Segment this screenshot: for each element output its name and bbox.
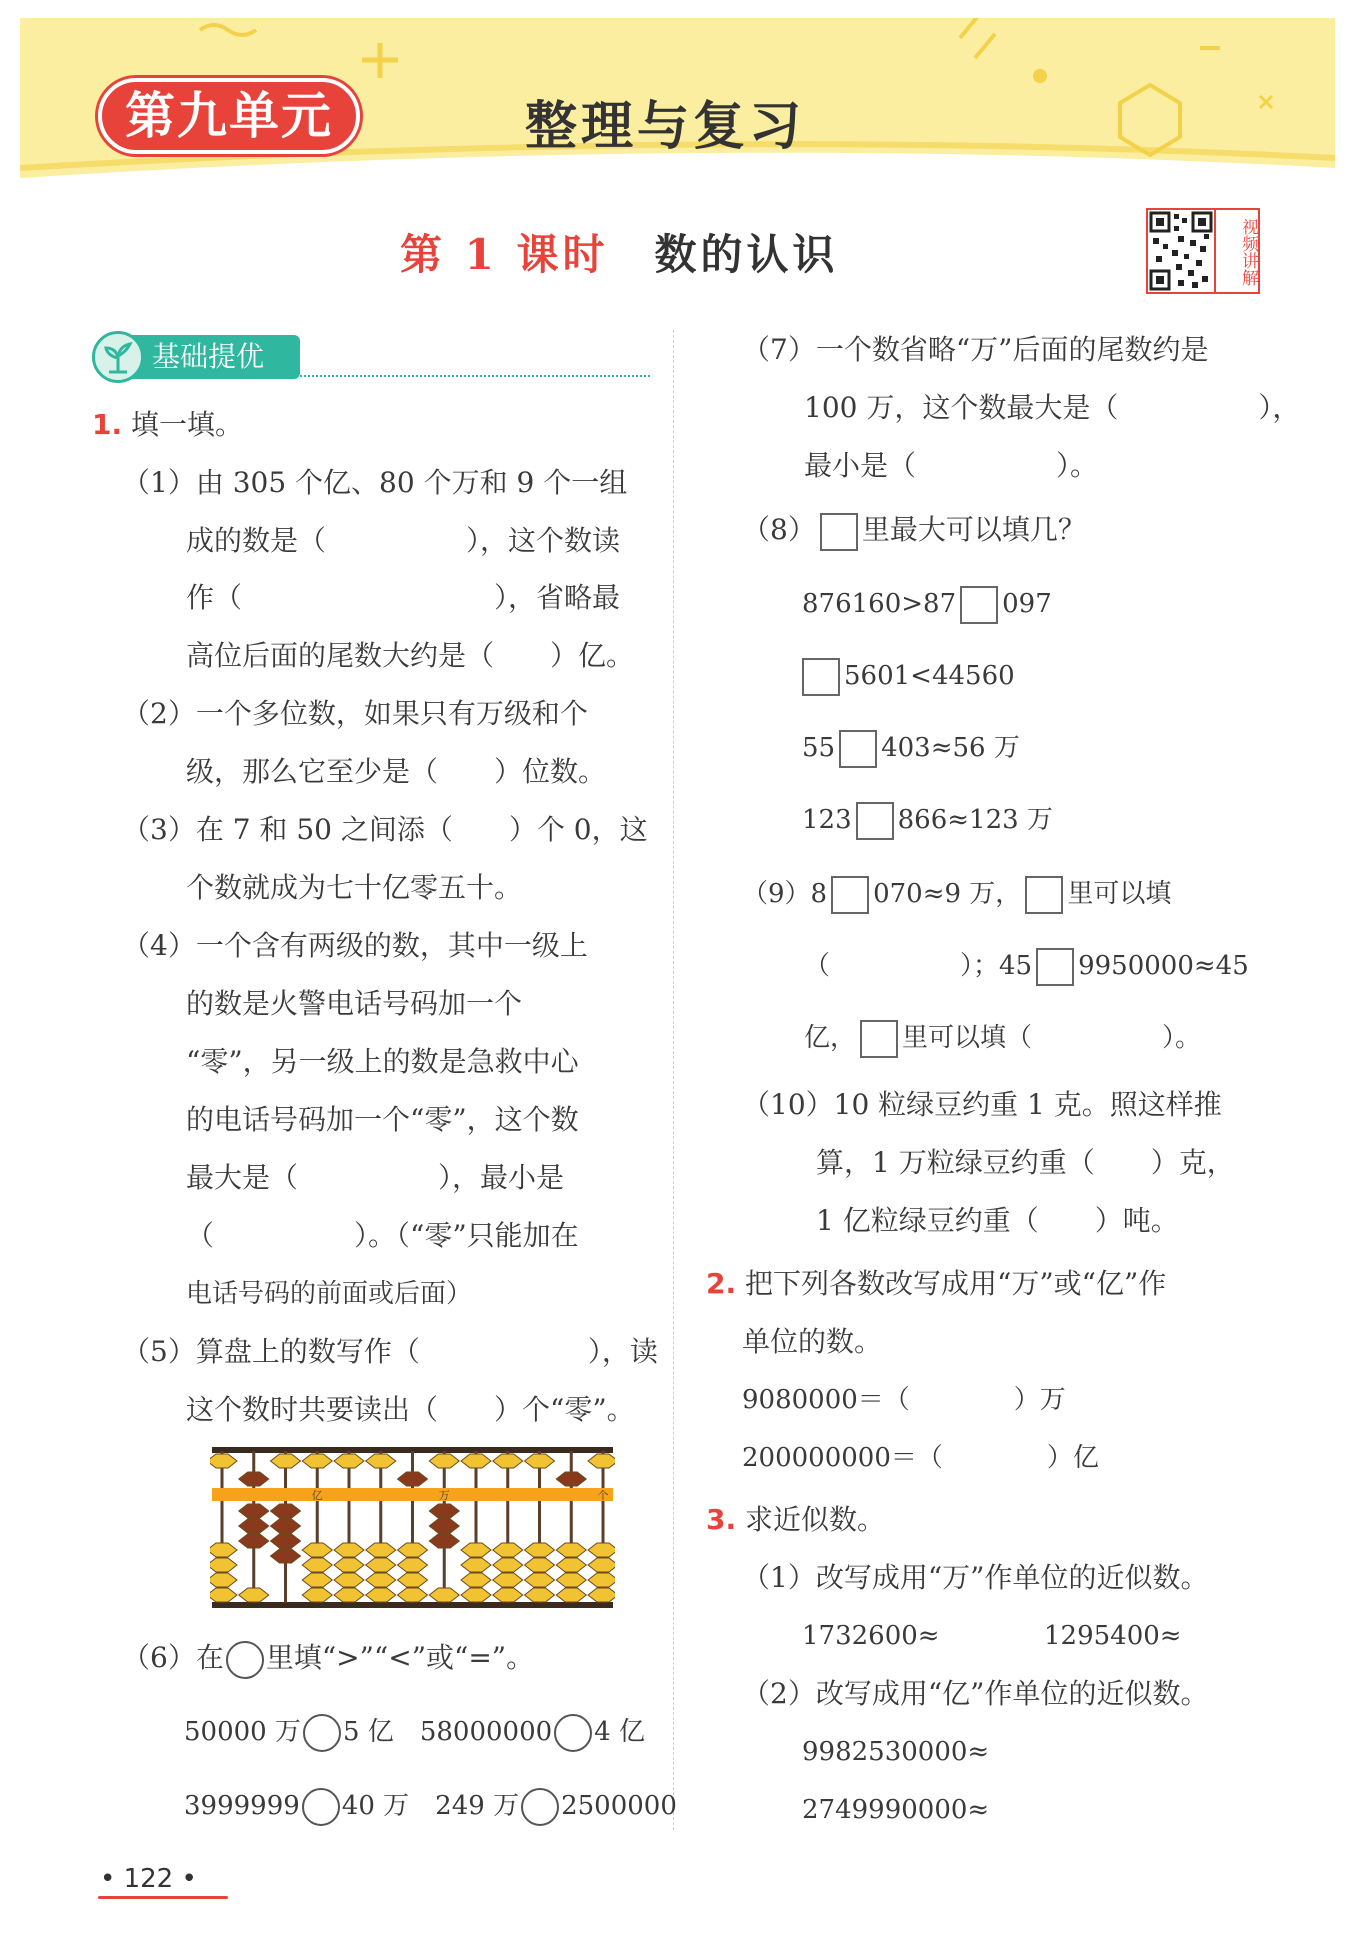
q2-heading <box>706 1264 1166 1304</box>
q3-item: 9982530000≈ <box>802 1737 990 1767</box>
svg-text:亿: 亿 <box>311 1489 323 1502</box>
digit-box[interactable] <box>839 730 877 768</box>
compare-right: 4 亿 <box>594 1717 645 1747</box>
compare-circle[interactable] <box>303 1714 341 1752</box>
q1-1-line: 成的数是（ ），这个数读 <box>186 524 621 557</box>
compare-left: 3999999 <box>184 1791 300 1821</box>
lesson-name: 数的认识 <box>654 230 839 279</box>
digit-box[interactable] <box>856 802 894 840</box>
q1-9-text: 亿， <box>804 1023 857 1053</box>
lesson-title <box>400 222 838 282</box>
page-number-underline <box>98 1896 228 1899</box>
square-blank-icon <box>860 1020 898 1058</box>
q1-9-text: 里可以填（ ）。 <box>902 1023 1202 1053</box>
compare-circle[interactable] <box>521 1788 559 1826</box>
sprout-icon <box>92 331 144 383</box>
q1-9-line <box>804 946 1249 986</box>
q1-1-line: 作（ ），省略最 <box>186 581 621 614</box>
q1-7-line: 最小是（ ）。 <box>804 449 1099 482</box>
qr-code-icon[interactable] <box>1146 208 1216 294</box>
q1-1-line: （1）由 305 个亿、80 个万和 9 个一组 <box>122 466 628 499</box>
q1-4-line: 电话号码的前面或后面） <box>186 1279 473 1309</box>
q1-10-line: 1 亿粒绿豆约重（ ）吨。 <box>816 1204 1179 1237</box>
q1-9-line <box>804 1018 1201 1058</box>
q1-4-line: 的电话号码加一个“零”，这个数 <box>186 1103 579 1136</box>
square-blank-icon <box>1025 876 1063 914</box>
q2-number: 2. <box>706 1267 737 1300</box>
digit-box[interactable] <box>960 586 998 624</box>
q1-7-line: 100 万，这个数最大是（ ）， <box>804 391 1301 424</box>
column-divider <box>673 330 674 1830</box>
q1-10-line: （10）10 粒绿豆约重 1 克。照这样推 <box>742 1088 1222 1121</box>
svg-text:个: 个 <box>597 1489 609 1502</box>
q1-number: 1. <box>92 408 123 441</box>
q1-6-heading <box>122 1638 534 1679</box>
q1-10-line: 算，1 万粒绿豆约重（ ）克， <box>816 1146 1235 1179</box>
q1-6-row <box>184 1786 677 1826</box>
q1-heading <box>92 405 243 445</box>
lesson-number: 第 1 课时 <box>400 230 609 279</box>
circle-blank-icon <box>226 1641 264 1679</box>
compare-right: 40 万 <box>341 1791 410 1821</box>
q3-heading <box>706 1500 885 1540</box>
compare-left: 249 万 <box>435 1791 520 1821</box>
q1-5-line: （5）算盘上的数写作（ ），读 <box>122 1335 658 1368</box>
digit-box[interactable] <box>831 876 869 914</box>
section-header: 基础提优 <box>92 335 300 379</box>
q1-9-line <box>742 874 1171 914</box>
q1-8-row <box>802 728 1020 768</box>
q1-2-line: （2）一个多位数，如果只有万级和个 <box>122 697 588 730</box>
q1-4-line: （ ）。（“零”只能加在 <box>186 1219 579 1252</box>
q2-row: 200000000＝（ ）亿 <box>742 1443 1099 1473</box>
q1-3-line: 个数就成为七十亿零五十。 <box>186 871 523 904</box>
q1-9-text: 9950000≈45 <box>1078 951 1249 981</box>
page-number: • 122 • <box>100 1864 197 1894</box>
section-divider <box>300 375 650 377</box>
q1-3-line: （3）在 7 和 50 之间添（ ）个 0，这 <box>122 813 648 846</box>
q1-9-text: （9）8 <box>742 879 828 909</box>
q3-number: 3. <box>706 1503 737 1536</box>
compare-circle[interactable] <box>554 1714 592 1752</box>
digit-right: 097 <box>1002 589 1052 619</box>
q1-6-instruction: 里填“>”“<”或“=”。 <box>265 1641 535 1674</box>
q3-sub1: （1）改写成用“万”作单位的近似数。 <box>742 1561 1209 1594</box>
unit-badge: 第九单元 <box>98 78 360 154</box>
digit-left: 55 <box>802 733 836 763</box>
q1-4-line: 最大是（ ），最小是 <box>186 1161 565 1194</box>
q1-7-line: （7）一个数省略“万”后面的尾数约是 <box>742 333 1209 366</box>
q1-title: 填一填。 <box>131 408 244 441</box>
q1-8-heading <box>742 510 1086 551</box>
q3-item: 1732600≈ <box>802 1621 940 1651</box>
q1-4-line: （4）一个含有两级的数，其中一级上 <box>122 929 588 962</box>
q1-8-row <box>798 656 1015 696</box>
q1-6-prefix: （6）在 <box>122 1641 224 1674</box>
video-explain-label[interactable]: 视频讲解 <box>1216 208 1260 294</box>
q1-8-instruction: 里最大可以填几？ <box>861 513 1086 546</box>
compare-left: 58000000 <box>419 1717 553 1747</box>
q2-row: 9080000＝（ ）万 <box>742 1385 1066 1415</box>
q1-9-text: （ ）；45 <box>804 951 1033 981</box>
digit-left: 123 <box>802 805 852 835</box>
svg-text:万: 万 <box>438 1489 450 1502</box>
compare-right: 2500000 <box>561 1791 677 1821</box>
q1-9-text: 里可以填 <box>1067 879 1172 909</box>
q1-8-prefix: （8） <box>742 513 816 546</box>
q2-title-cont: 单位的数。 <box>742 1325 883 1358</box>
q2-title: 把下列各数改写成用“万”或“亿”作 <box>745 1267 1167 1300</box>
compare-left: 50000 万 <box>184 1717 301 1747</box>
q1-4-line: “零”，另一级上的数是急救中心 <box>186 1045 579 1078</box>
digit-left: 876160>87 <box>802 589 957 619</box>
q3-item: 1295400≈ <box>1044 1621 1182 1651</box>
digit-right: 866≈123 万 <box>897 805 1053 835</box>
digit-right: 5601<44560 <box>844 661 1015 691</box>
q1-4-line: 的数是火警电话号码加一个 <box>186 987 523 1020</box>
q1-1-line: 高位后面的尾数大约是（ ）亿。 <box>186 639 635 672</box>
q1-2-line: 级，那么它至少是（ ）位数。 <box>186 755 607 788</box>
q1-9-text: 070≈9 万， <box>873 879 1022 909</box>
q1-6-row <box>184 1712 645 1752</box>
digit-box[interactable] <box>802 658 840 696</box>
square-blank-icon <box>820 513 858 551</box>
q3-sub2: （2）改写成用“亿”作单位的近似数。 <box>742 1677 1209 1710</box>
compare-circle[interactable] <box>302 1788 340 1826</box>
q3-title: 求近似数。 <box>745 1503 886 1536</box>
q1-8-row <box>802 584 1052 624</box>
abacus-figure <box>210 1445 615 1610</box>
digit-right: 403≈56 万 <box>881 733 1020 763</box>
q3-item: 2749990000≈ <box>802 1795 990 1825</box>
compare-right: 5 亿 <box>342 1717 394 1747</box>
q1-5-line: 这个数时共要读出（ ）个“零”。 <box>186 1393 635 1426</box>
unit-title: 整理与复习 <box>525 97 806 157</box>
q1-8-row <box>802 800 1053 840</box>
digit-box[interactable] <box>1036 948 1074 986</box>
